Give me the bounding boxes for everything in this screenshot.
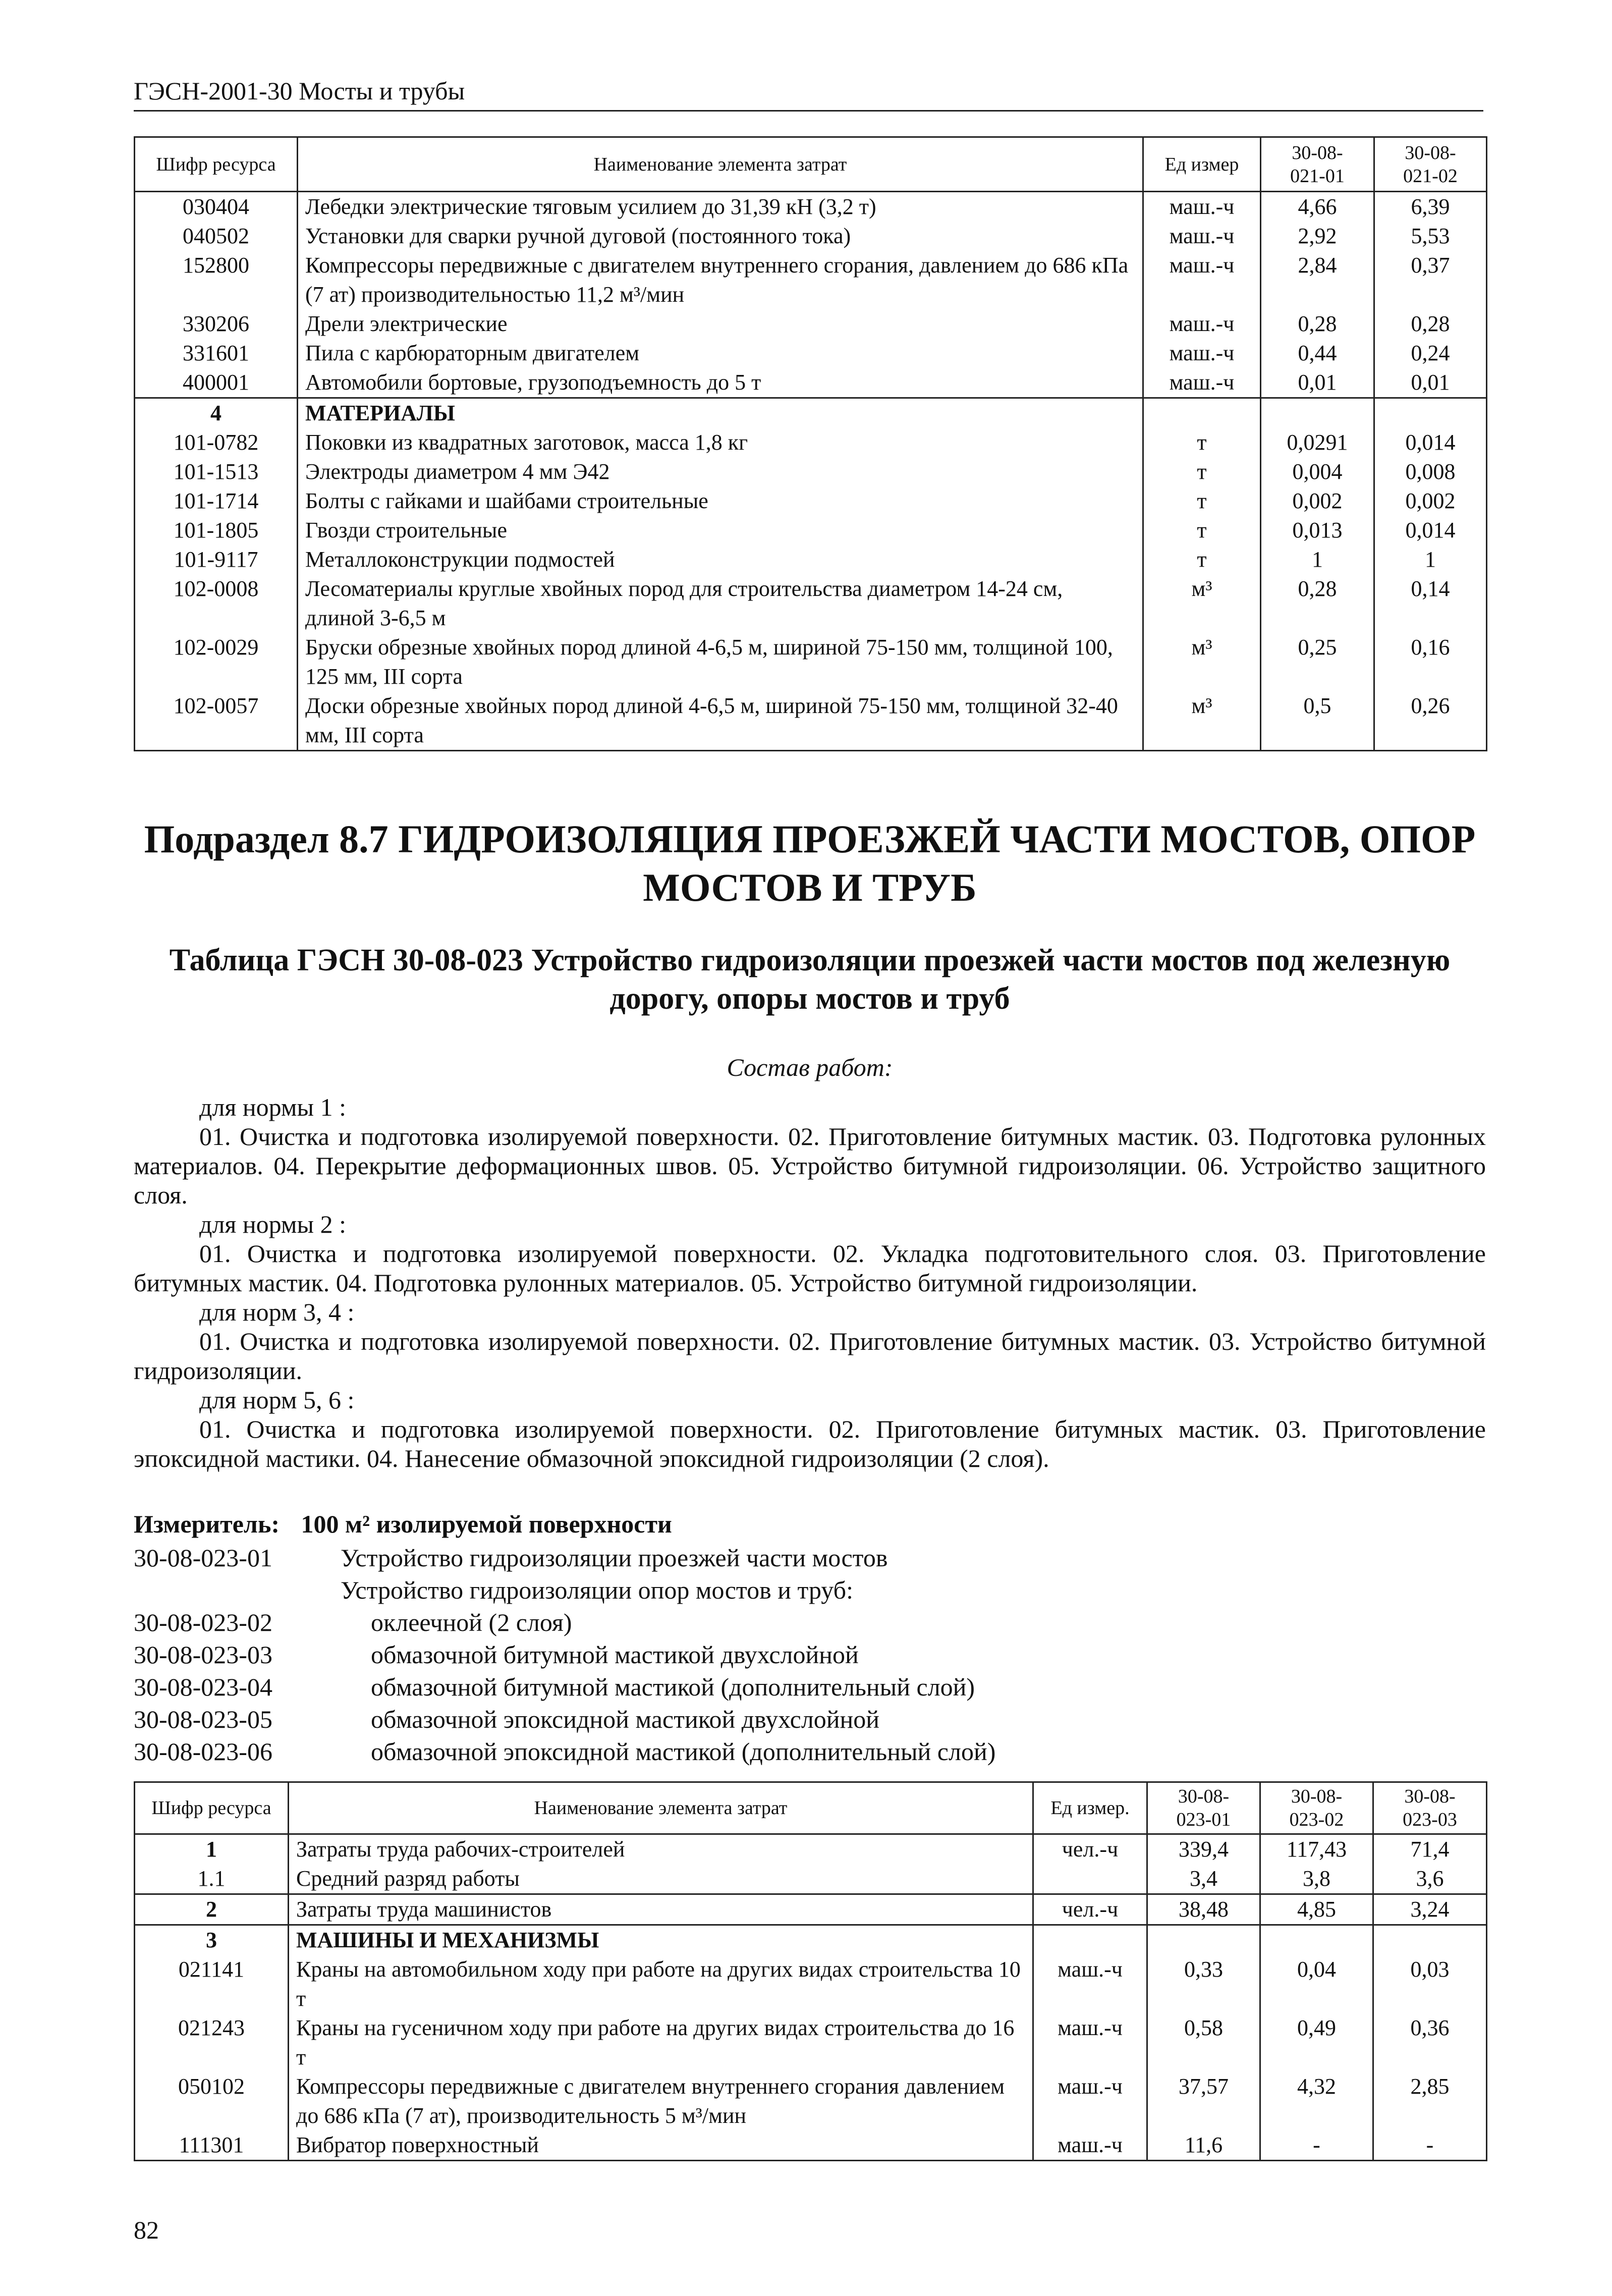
resource-value: -	[1260, 2130, 1373, 2161]
resource-name: Болты с гайками и шайбами строительные	[298, 486, 1143, 516]
work-norm-label: для нормы 2 :	[199, 1210, 347, 1238]
norm-description: Устройство гидроизоляции проезжей части мостов	[341, 1544, 888, 1572]
norm-code-row	[134, 1606, 1486, 1638]
resource-name: Компрессоры передвижные с двигателем внутреннего сгорания давлением до 686 кПа (7 ат), производительность 5 м³/мин	[289, 2072, 1033, 2130]
resource-value: 1	[1261, 545, 1374, 574]
table-row	[135, 691, 1487, 751]
table-section-row	[135, 398, 1487, 428]
resource-unit: чел.-ч	[1033, 1894, 1147, 1925]
resource-code: 101-1714	[135, 486, 298, 516]
resource-name: Автомобили бортовые, грузоподъемность до 5 т	[298, 368, 1143, 398]
page-header: ГЭСН-2001-30 Мосты и трубы	[134, 76, 1483, 112]
resource-code: 102-0029	[135, 633, 298, 691]
resource-unit: маш.-ч	[1143, 222, 1261, 251]
resource-name: Пила с карбюраторным двигателем	[298, 339, 1143, 368]
resource-value: 0,01	[1374, 368, 1487, 398]
resource-code: 101-0782	[135, 428, 298, 457]
resource-value: 0,58	[1147, 2013, 1260, 2072]
subsection-title: Подраздел 8.7 ГИДРОИЗОЛЯЦИЯ ПРОЕЗЖЕЙ ЧАСТИ МОСТОВ, ОПОР МОСТОВ И ТРУБ	[144, 817, 1476, 909]
column-header: 30-08- 023-02	[1260, 1782, 1373, 1834]
resource-unit: т	[1143, 486, 1261, 516]
norm-code-row	[134, 1703, 1486, 1735]
resource-name: Электроды диаметром 4 мм Э42	[298, 457, 1143, 486]
resource-value: 0,008	[1374, 457, 1487, 486]
table-row	[135, 457, 1487, 486]
resource-value: 5,53	[1374, 222, 1487, 251]
resource-code: 040502	[135, 222, 298, 251]
norm-description: Устройство гидроизоляции опор мостов и труб:	[341, 1576, 853, 1604]
table-row	[135, 222, 1487, 251]
table-row	[135, 2072, 1487, 2130]
table-section-row	[135, 1925, 1487, 1955]
resource-code: 111301	[135, 2130, 289, 2161]
resource-code: 331601	[135, 339, 298, 368]
resource-code: 101-1805	[135, 516, 298, 545]
resource-name: Установки для сварки ручной дуговой (постоянного тока)	[298, 222, 1143, 251]
table-header-row	[135, 137, 1487, 192]
column-header: Ед измер	[1143, 137, 1261, 192]
resource-unit: м³	[1143, 691, 1261, 751]
resource-name: Средний разряд работы	[289, 1864, 1033, 1894]
norm-description: обмазочной битумной мастикой (дополнительный слой)	[371, 1673, 975, 1701]
resource-name: Компрессоры передвижные с двигателем внутреннего сгорания, давлением до 686 кПа (7 ат) производительностью 11,2 м³/мин	[298, 251, 1143, 309]
resource-value: 0,26	[1374, 691, 1487, 751]
resource-value: 0,36	[1373, 2013, 1487, 2072]
work-norm-text: 01. Очистка и подготовка изолируемой поверхности. 02. Приготовление битумных мастик. 03. Приготовление эпоксидной мастики. 04. Нанесение обмазочной эпоксидной гидроизоляции (2 слоя).	[134, 1415, 1486, 1472]
resource-code: 021141	[135, 1955, 289, 2013]
work-norm-text: 01. Очистка и подготовка изолируемой поверхности. 02. Приготовление битумных мастик. 03. Подготовка рулонных материалов. 04. Перекрытие деформационных швов. 05. Устройство битумной гидроизоляции. 06. Устройство защитного слоя.	[134, 1122, 1486, 1209]
resource-unit: маш.-ч	[1143, 309, 1261, 339]
resource-code: 030404	[135, 192, 298, 222]
resource-value	[1373, 1925, 1487, 1955]
resource-code: 2	[135, 1894, 289, 1925]
resource-value: 0,013	[1261, 516, 1374, 545]
table-row	[135, 251, 1487, 309]
resource-name: Затраты труда рабочих-строителей	[289, 1834, 1033, 1865]
resource-name: Дрели электрические	[298, 309, 1143, 339]
resource-unit	[1033, 1925, 1147, 1955]
resource-code: 1	[135, 1834, 289, 1865]
measure-line	[134, 1509, 1486, 1539]
norm-code: 30-08-023-06	[134, 1737, 272, 1766]
work-norm-text: 01. Очистка и подготовка изолируемой поверхности. 02. Укладка подготовительного слоя. 03. Приготовление битумных мастик. 04. Подготовка рулонных материалов. 05. Устройство битумной гидроизоляции.	[134, 1239, 1486, 1297]
table-row	[135, 309, 1487, 339]
resource-value: 0,28	[1261, 309, 1374, 339]
resource-name: Затраты труда машинистов	[289, 1894, 1033, 1925]
resource-value: 4,85	[1260, 1894, 1373, 1925]
resource-value: 0,014	[1374, 428, 1487, 457]
resource-name: Бруски обрезные хвойных пород длиной 4-6,5 м, шириной 75-150 мм, толщиной 100, 125 мм, III сорта	[298, 633, 1143, 691]
resource-value: 3,4	[1147, 1864, 1260, 1894]
resource-unit: т	[1143, 428, 1261, 457]
resource-value: 0,37	[1374, 251, 1487, 309]
resource-unit: маш.-ч	[1033, 2013, 1147, 2072]
work-norm-label: для нормы 1 :	[199, 1093, 347, 1121]
resource-value: 0,33	[1147, 1955, 1260, 2013]
work-norm-label: для норм 5, 6 :	[199, 1386, 355, 1414]
work-norm-text: 01. Очистка и подготовка изолируемой поверхности. 02. Приготовление битумных мастик. 03. Устройство битумной гидроизоляции.	[134, 1327, 1486, 1385]
column-header: Ед измер.	[1033, 1782, 1147, 1834]
resource-unit: маш.-ч	[1033, 1955, 1147, 2013]
measure-value: 100 м² изолируемой поверхности	[301, 1510, 672, 1538]
resource-value: 0,004	[1261, 457, 1374, 486]
norm-code: 30-08-023-02	[134, 1608, 272, 1636]
resource-name: Поковки из квадратных заготовок, масса 1,8 кг	[298, 428, 1143, 457]
resource-unit: т	[1143, 516, 1261, 545]
resource-value: 0,49	[1260, 2013, 1373, 2072]
resource-value: 0,14	[1374, 574, 1487, 633]
norm-code-row	[134, 1574, 1486, 1606]
column-header: 30-08- 023-01	[1147, 1782, 1260, 1834]
resource-value: 38,48	[1147, 1894, 1260, 1925]
table-title: Таблица ГЭСН 30-08-023 Устройство гидроизоляции проезжей части мостов под железную дорогу, опоры мостов и труб	[169, 943, 1451, 1016]
resource-unit: маш.-ч	[1143, 339, 1261, 368]
resource-code: 102-0008	[135, 574, 298, 633]
resource-code: 050102	[135, 2072, 289, 2130]
column-header: 30-08- 021-02	[1374, 137, 1487, 192]
norm-code-row	[134, 1735, 1486, 1768]
resource-value: 2,92	[1261, 222, 1374, 251]
resource-unit: чел.-ч	[1033, 1834, 1147, 1865]
resource-value: 0,5	[1261, 691, 1374, 751]
work-norm-label: для норм 3, 4 :	[199, 1298, 355, 1326]
resource-value: 0,04	[1260, 1955, 1373, 2013]
resource-name: Вибратор поверхностный	[289, 2130, 1033, 2161]
resource-value	[1261, 398, 1374, 428]
resources-table-021	[134, 136, 1487, 751]
page-number: 82	[134, 2216, 159, 2244]
resource-code: 102-0057	[135, 691, 298, 751]
norm-code: 30-08-023-04	[134, 1673, 272, 1701]
resource-unit: м³	[1143, 574, 1261, 633]
resource-value: 0,25	[1261, 633, 1374, 691]
norm-code-row	[134, 1671, 1486, 1703]
resource-value: 117,43	[1260, 1834, 1373, 1865]
table-row	[135, 1834, 1487, 1865]
resource-unit: т	[1143, 457, 1261, 486]
resource-name: Гвозди строительные	[298, 516, 1143, 545]
norm-code: 30-08-023-05	[134, 1705, 272, 1733]
resource-value: 3,6	[1373, 1864, 1487, 1894]
resource-value: 11,6	[1147, 2130, 1260, 2161]
resource-code: 021243	[135, 2013, 289, 2072]
resource-unit: маш.-ч	[1033, 2130, 1147, 2161]
table-header-row	[135, 1782, 1487, 1834]
table-row	[135, 516, 1487, 545]
resources-table-023	[134, 1781, 1487, 2161]
table-row	[135, 428, 1487, 457]
resource-name: Доски обрезные хвойных пород длиной 4-6,5 м, шириной 75-150 мм, толщиной 32-40 мм, III сорта	[298, 691, 1143, 751]
work-composition	[134, 1092, 1486, 1473]
table-row	[135, 574, 1487, 633]
column-header: 30-08- 021-01	[1261, 137, 1374, 192]
resource-value: 0,0291	[1261, 428, 1374, 457]
column-header: Наименование элемента затрат	[298, 137, 1143, 192]
table-row	[135, 339, 1487, 368]
resource-code: 1.1	[135, 1864, 289, 1894]
resource-value: 1	[1374, 545, 1487, 574]
resource-unit: маш.-ч	[1143, 251, 1261, 309]
resource-name: Лесоматериалы круглые хвойных пород для строительства диаметром 14-24 см, длиной 3-6,5 м	[298, 574, 1143, 633]
resource-value: 0,44	[1261, 339, 1374, 368]
resource-value: -	[1373, 2130, 1487, 2161]
resource-value: 339,4	[1147, 1834, 1260, 1865]
resource-value: 0,014	[1374, 516, 1487, 545]
resource-value: 71,4	[1373, 1834, 1487, 1865]
resource-value: 0,24	[1374, 339, 1487, 368]
table-row	[135, 545, 1487, 574]
resource-value: 0,002	[1374, 486, 1487, 516]
resource-unit	[1033, 1864, 1147, 1894]
table-row	[135, 1894, 1487, 1925]
resource-code: 400001	[135, 368, 298, 398]
resource-value: 6,39	[1374, 192, 1487, 222]
norm-description: обмазочной эпоксидной мастикой двухслойной	[371, 1705, 880, 1733]
resource-value: 0,28	[1261, 574, 1374, 633]
norm-codes-list	[134, 1542, 1486, 1768]
norm-code-row	[134, 1542, 1486, 1574]
norm-code	[134, 1574, 341, 1606]
column-header: 30-08- 023-03	[1373, 1782, 1487, 1834]
resource-code: 101-9117	[135, 545, 298, 574]
resource-value: 0,16	[1374, 633, 1487, 691]
norm-description: обмазочной битумной мастикой двухслойной	[371, 1641, 859, 1669]
resource-value: 0,28	[1374, 309, 1487, 339]
resource-code: 4	[135, 398, 298, 428]
table-row	[135, 1864, 1487, 1894]
resource-value: 37,57	[1147, 2072, 1260, 2130]
resource-code: 101-1513	[135, 457, 298, 486]
resource-unit: маш.-ч	[1143, 368, 1261, 398]
resource-value: 0,002	[1261, 486, 1374, 516]
norm-description: обмазочной эпоксидной мастикой (дополнительный слой)	[371, 1737, 996, 1766]
resource-value	[1374, 398, 1487, 428]
table-row	[135, 2013, 1487, 2072]
table-row	[135, 633, 1487, 691]
resource-code: 3	[135, 1925, 289, 1955]
resource-value	[1260, 1925, 1373, 1955]
resource-value: 3,8	[1260, 1864, 1373, 1894]
resource-name: Краны на автомобильном ходу при работе на других видах строительства 10 т	[289, 1955, 1033, 2013]
resource-code: 152800	[135, 251, 298, 309]
resource-value: 4,66	[1261, 192, 1374, 222]
resource-value: 2,85	[1373, 2072, 1487, 2130]
resource-name: Краны на гусеничном ходу при работе на других видах строительства до 16 т	[289, 2013, 1033, 2072]
column-header: Шифр ресурса	[135, 137, 298, 192]
resource-unit	[1143, 398, 1261, 428]
resource-unit: маш.-ч	[1143, 192, 1261, 222]
column-header: Шифр ресурса	[135, 1782, 289, 1834]
resource-unit: т	[1143, 545, 1261, 574]
resource-value: 2,84	[1261, 251, 1374, 309]
table-row	[135, 368, 1487, 398]
resource-value: 0,03	[1373, 1955, 1487, 2013]
column-header: Наименование элемента затрат	[289, 1782, 1033, 1834]
table-row	[135, 486, 1487, 516]
resource-unit: м³	[1143, 633, 1261, 691]
resource-name: Металлоконструкции подмостей	[298, 545, 1143, 574]
norm-description: оклеечной (2 слоя)	[371, 1608, 572, 1636]
resource-value: 4,32	[1260, 2072, 1373, 2130]
resource-unit: маш.-ч	[1033, 2072, 1147, 2130]
resource-value: 3,24	[1373, 1894, 1487, 1925]
table-row	[135, 192, 1487, 222]
resource-name: Лебедки электрические тяговым усилием до 31,39 кН (3,2 т)	[298, 192, 1143, 222]
norm-code: 30-08-023-01	[134, 1544, 272, 1572]
norm-code: 30-08-023-03	[134, 1641, 272, 1669]
resource-value	[1147, 1925, 1260, 1955]
resource-name: МАТЕРИАЛЫ	[298, 398, 1143, 428]
table-row	[135, 1955, 1487, 2013]
norm-code-row	[134, 1638, 1486, 1671]
resource-code: 330206	[135, 309, 298, 339]
work-composition-heading: Состав работ:	[727, 1053, 893, 1081]
table-row	[135, 2130, 1487, 2161]
measure-label: Измеритель:	[134, 1510, 280, 1538]
resource-name: МАШИНЫ И МЕХАНИЗМЫ	[289, 1925, 1033, 1955]
resource-value: 0,01	[1261, 368, 1374, 398]
